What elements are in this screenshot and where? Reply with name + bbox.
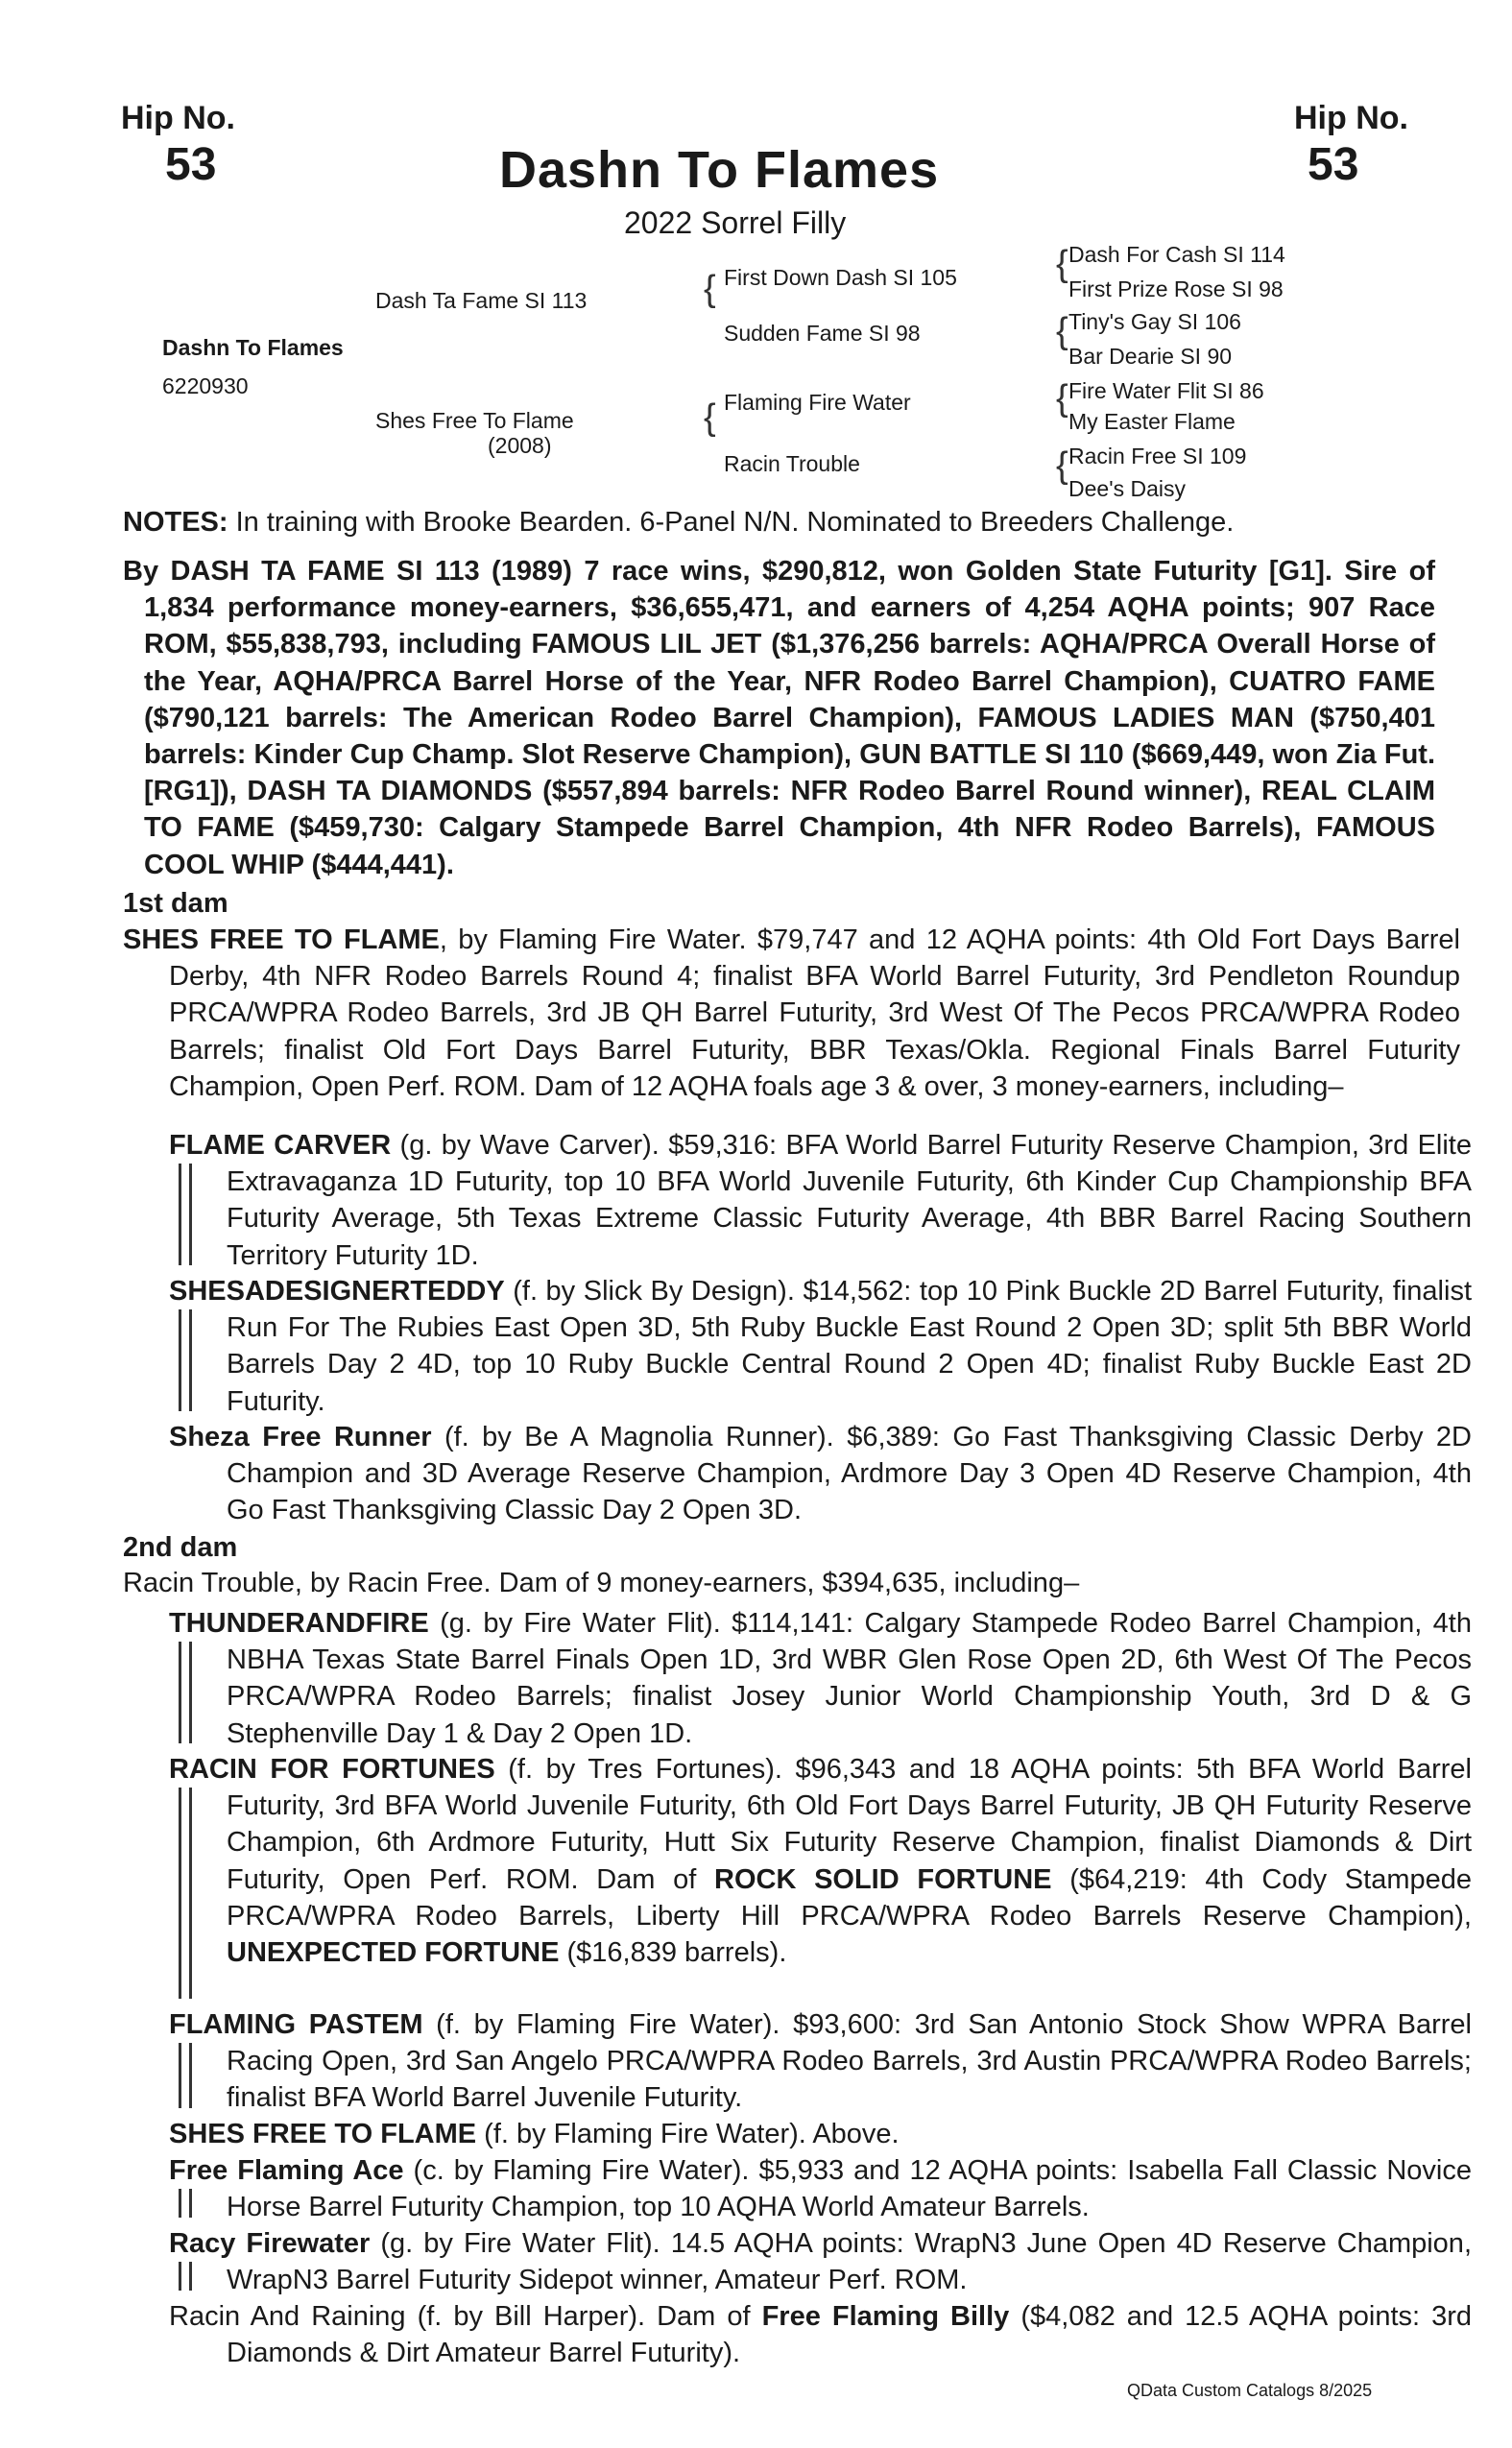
produce-name: ROCK SOLID FORTUNE bbox=[714, 1863, 1052, 1895]
hip-label-right: Hip No. bbox=[1294, 100, 1408, 136]
pedigree-sire: Dash Ta Fame SI 113 bbox=[375, 288, 588, 313]
produce-name: Free Flaming Ace bbox=[169, 2155, 404, 2186]
hip-number-right: 53 bbox=[1308, 139, 1359, 190]
list-item bbox=[169, 1605, 1472, 1752]
list-item bbox=[169, 1419, 1472, 1529]
produce-text: (g. by Fire Water Flit). 14.5 AQHA points: WrapN3 June Open 4D Reserve Champion, WrapN3 Barrel Futurity Sidepot winner, Amateur Perf. ROM. bbox=[227, 2228, 1472, 2296]
produce-text: (f. by Flaming Fire Water). $93,600: 3rd San Antonio Stock Show WPRA Barrel Racing Open, 3rd San Angelo PRCA/WPRA Rodeo Barrels, 3rd Austin PRCA/WPRA Rodeo Barrels; finalist BFA World Barrel Juvenile Futurity. bbox=[227, 2009, 1472, 2114]
produce-name: SHES FREE TO FLAME bbox=[169, 2119, 477, 2149]
produce-name: SHESADESIGNERTEDDY bbox=[169, 1276, 505, 1307]
produce-text: (f. by Be A Magnolia Runner). $6,389: Go Fast Thanksgiving Classic Derby 2D Champion and 3D Average Reserve Champion, Ardmore Day 3 Open 4D Reserve Champion, 4th Go Fast Thanksgiving Classic Day 2 Open 3D. bbox=[227, 1422, 1473, 1526]
produce-name: UNEXPECTED FORTUNE bbox=[227, 1937, 560, 1969]
pedigree-g2: First Prize Rose SI 98 bbox=[1068, 276, 1284, 301]
hip-label-left: Hip No. bbox=[121, 100, 235, 136]
produce-name: FLAMING PASTEM bbox=[169, 2009, 423, 2040]
notes-label: NOTES: bbox=[123, 507, 228, 538]
pedigree-subject: Dashn To Flames bbox=[162, 335, 344, 360]
produce-text: (g. by Fire Water Flit). $114,141: Calgary Stampede Rodeo Barrel Champion, 4th NBHA Texas State Barrel Finals Open 1D, 3rd WBR Glen Rose Open 2D, 6th West Of The Pecos PRCA/WPRA Rodeo Barrels; finalist Josey Junior World Championship Youth, 3rd D & G Stephenville Day 1 & Day 2 Open 1D. bbox=[227, 1608, 1472, 1749]
list-item bbox=[169, 2116, 1472, 2152]
notes-text: In training with Brooke Bearden. 6-Panel N/N. Nominated to Breeders Challenge. bbox=[228, 507, 1235, 538]
produce-name: RACIN FOR FORTUNES bbox=[169, 1754, 495, 1785]
brace-icon: { bbox=[1056, 244, 1068, 284]
pedigree-dam-year: (2008) bbox=[488, 433, 552, 458]
produce-name: THUNDERANDFIRE bbox=[169, 1608, 429, 1639]
pedigree-g4: Bar Dearie SI 90 bbox=[1068, 344, 1233, 369]
pedigree-dam-dam: Racin Trouble bbox=[724, 451, 860, 476]
produce-text: (c. by Flaming Fire Water). $5,933 and 12 AQHA points: Isabella Fall Classic Novice Horse Barrel Futurity Champion, top 10 AQHA World Amateur Barrels. bbox=[227, 2155, 1473, 2223]
produce-text: (f. by Slick By Design). $14,562: top 10 Pink Buckle 2D Barrel Futurity, finalist Run For The Rubies East Open 3D, 5th Ruby Buckle East Round 2 Open 3D; split 5th BBR World Barrels Day 2 4D, top 10 Ruby Buckle Central Round 2 Open 4D; finalist Ruby Buckle East 2D Futurity. bbox=[227, 1276, 1472, 1417]
pedigree-dam: Shes Free To Flame bbox=[375, 408, 574, 433]
hip-number-left: 53 bbox=[165, 139, 217, 190]
produce-name: Free Flaming Billy bbox=[761, 2301, 1010, 2332]
footer: QData Custom Catalogs 8/2025 bbox=[1127, 2381, 1373, 2400]
produce-text: (f. by Flaming Fire Water). Above. bbox=[476, 2119, 900, 2149]
list-item bbox=[169, 1273, 1472, 1420]
second-dam-intro: Racin Trouble, by Racin Free. Dam of 9 money-earners, $394,635, including– bbox=[123, 1568, 1080, 1598]
sire-paragraph: By DASH TA FAME SI 113 (1989) 7 race wins, $290,812, won Golden State Futurity [G1]. Sire of 1,834 performance money-earners, $36,655,471, and earners of 4,254 AQHA points; 907 Race ROM, $55,838,793, including FAMOUS LIL JET ($1,376,256 barrels: AQHA/PRCA Overall Horse of the Year, AQHA/PRCA Barrel Horse of the Year, NFR Rodeo Barrel Champion), CUATRO FAME ($790,121 barrels: The American Rodeo Barrel Champion), FAMOUS LADIES MAN ($750,401 barrels: Kinder Cup Champ. Slot Reserve Champion), GUN BATTLE SI 110 ($669,449, won Zia Fut. [RG1]), DASH TA DIAMONDS ($557,894 barrels: NFR Rodeo Barrel Round winner), REAL CLAIM TO FAME ($459,730: Calgary Stampede Barrel Champion, 4th NFR Rodeo Barrels), FAMOUS COOL WHIP ($444,441). bbox=[123, 556, 1435, 880]
brace-icon: { bbox=[704, 397, 716, 438]
brace-icon: { bbox=[1056, 311, 1068, 351]
pedigree-dam-sire: Flaming Fire Water bbox=[724, 390, 911, 415]
produce-name: Racy Firewater bbox=[169, 2228, 371, 2259]
pedigree-registration: 6220930 bbox=[162, 373, 249, 398]
pedigree-g5: Fire Water Flit SI 86 bbox=[1068, 378, 1264, 403]
second-dam-heading: 2nd dam bbox=[123, 1532, 238, 1563]
subtitle: 2022 Sorrel Filly bbox=[624, 205, 847, 240]
brace-icon: { bbox=[1056, 378, 1068, 419]
first-dam-text: , by Flaming Fire Water. $79,747 and 12 AQHA points: 4th Old Fort Days Barrel Derby, 4th NFR Rodeo Barrels Round 4; finalist BFA World Barrel Futurity, 3rd Pendleton Roundup PRCA/WPRA Rodeo Barrels, 3rd JB QH Barrel Futurity, 3rd West Of The Pecos PRCA/WPRA Rodeo Barrels; finalist Old Fort Days Barrel Futurity, BBR Texas/Okla. Regional Finals Barrel Futurity Champion, Open Perf. ROM. Dam of 12 AQHA foals age 3 & over, 3 money-earners, including– bbox=[169, 924, 1460, 1102]
pedigree-g6: My Easter Flame bbox=[1068, 409, 1236, 434]
pedigree-sire-dam: Sudden Fame SI 98 bbox=[724, 321, 921, 346]
horse-name: Dashn To Flames bbox=[499, 141, 940, 199]
notes bbox=[123, 507, 1234, 539]
pedigree-sire-sire: First Down Dash SI 105 bbox=[724, 265, 957, 290]
list-item bbox=[169, 2298, 1472, 2371]
produce-name: Sheza Free Runner bbox=[169, 1422, 432, 1452]
produce-text: (f. by Tres Fortunes). $96,343 and 18 AQHA points: 5th BFA World Barrel Futurity, 3rd BFA World Juvenile Futurity, 6th Old Fort Days Barrel Futurity, JB QH Futurity Reserve Champion, 6th Ardmore Futurity, Hutt Six Futurity Reserve Champion, finalist Diamonds & Dirt Futurity, Open Perf. ROM. Dam of bbox=[227, 1754, 1472, 1895]
produce-text: Racin And Raining (f. by Bill Harper). Dam of bbox=[169, 2301, 762, 2332]
list-item bbox=[169, 2152, 1472, 2225]
first-dam-heading: 1st dam bbox=[123, 888, 228, 919]
brace-icon: { bbox=[1056, 445, 1068, 486]
first-dam-paragraph bbox=[123, 922, 1460, 1105]
produce-text: ($64,219: 4th Cody Stampede PRCA/WPRA Rodeo Barrels, Liberty Hill PRCA/WPRA Rodeo Barrels Reserve Champion), bbox=[227, 1863, 1473, 1932]
pedigree-g1: Dash For Cash SI 114 bbox=[1068, 242, 1285, 267]
first-dam-name: SHES FREE TO FLAME bbox=[123, 924, 440, 955]
produce-text: ($16,839 barrels). bbox=[559, 1937, 787, 1969]
pedigree-g7: Racin Free SI 109 bbox=[1068, 444, 1247, 468]
pedigree-g8: Dee's Daisy bbox=[1068, 476, 1186, 501]
brace-icon: { bbox=[704, 269, 716, 309]
produce-name: FLAME CARVER bbox=[169, 1130, 392, 1161]
list-item bbox=[169, 2006, 1472, 2117]
list-item bbox=[169, 1751, 1472, 1971]
pedigree-g3: Tiny's Gay SI 106 bbox=[1068, 309, 1241, 334]
produce-text: (g. by Wave Carver). $59,316: BFA World Barrel Futurity Reserve Champion, 3rd Elite Extravaganza 1D Futurity, top 10 BFA World Juvenile Futurity, 6th Kinder Cup Championship BFA Futurity Average, 5th Texas Extreme Classic Futurity Average, 4th BBR Barrel Racing Southern Territory Futurity 1D. bbox=[227, 1130, 1472, 1271]
list-item bbox=[169, 2225, 1472, 2298]
produce-text: ($4,082 and 12.5 AQHA points: 3rd Diamonds & Dirt Amateur Barrel Futurity). bbox=[227, 2301, 1472, 2369]
list-item bbox=[169, 1127, 1472, 1274]
